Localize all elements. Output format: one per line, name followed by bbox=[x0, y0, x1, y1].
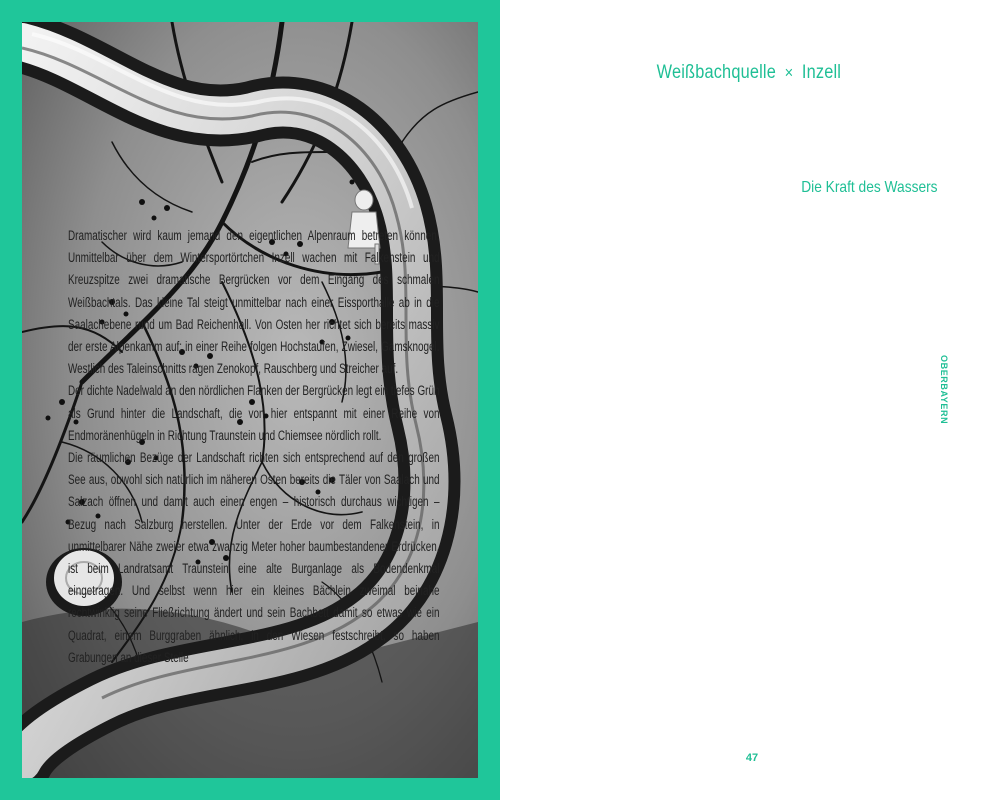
region-label-text: OBERBAYERN bbox=[939, 355, 949, 425]
paragraph-3: Die räumlichen Bezüge der Landschaft richten sich entsprechend auf den großen See aus, obwohl sich natürlich im näheren Osten bereits die Täler von Saalach und Salzach öffnen und damit auch einen engen – historisch durchaus wichtigen – Bezug nach Salzburg herstellen. Unter der Erde vor dem Falkenstein, in unmittelbarer Nähe zweier etwa zwanzig Meter hoher baumbestandener Erdrücken, ist beim Landratsamt Traunstein eine alte Burganlage als Bodendenkmal eingetragen. Und selbst wenn hier ein kleines Bächlein zweimal beinahe rechtwinklig seine Fließrichtung ändert und sein Bachbett damit so etwas wie ein Quadrat, einem Burggraben ähnlich, in den Wiesen festschreibt, so haben Grabungen an dieser Stelle bbox=[68, 450, 440, 665]
running-head-place: Weißbachquelle bbox=[656, 62, 776, 83]
body-text bbox=[68, 225, 439, 669]
paragraph-1: Dramatischer wird kaum jemand den eigentlichen Alpenraum betreten können. Unmittelbar über dem Wintersportörtchen Inzell wachen mit Falkenstein und Kreuzspitze zwei dramatische Bergrücken vor dem Eingang des schmalen Weißbachtals. Das kleine Tal steigt unmittelbar nach einer Eissporthalle ab in die Saalachebene rund um Bad Reichenhall. Von Osten her richtet sich bereits massiv der erste Alpenkamm auf: in einer Reihe folgen Hochstaufen, Zwiesel, Gamsknogel. Westlich des Taleinschnitts ragen Zenokopf, Rauschberg und Streicher auf. bbox=[68, 228, 440, 377]
right-page bbox=[500, 0, 1000, 800]
running-head bbox=[534, 62, 964, 84]
running-head-town: Inzell bbox=[801, 62, 842, 83]
section-title: Die Kraft des Wassers bbox=[801, 179, 938, 196]
paragraph-2: Der dichte Nadelwald an den nördlichen Flanken der Bergrücken legt ein tiefes Grün als Grund hinter die Landschaft, die von hier entspannt mit einer Reihe von Endmoränenhügeln in Richtung Traunstein und Chiemsee nördlich rollt. bbox=[68, 383, 440, 443]
region-side-label bbox=[935, 330, 953, 450]
running-head-separator: × bbox=[784, 63, 794, 82]
page-number: 47 bbox=[745, 752, 759, 764]
